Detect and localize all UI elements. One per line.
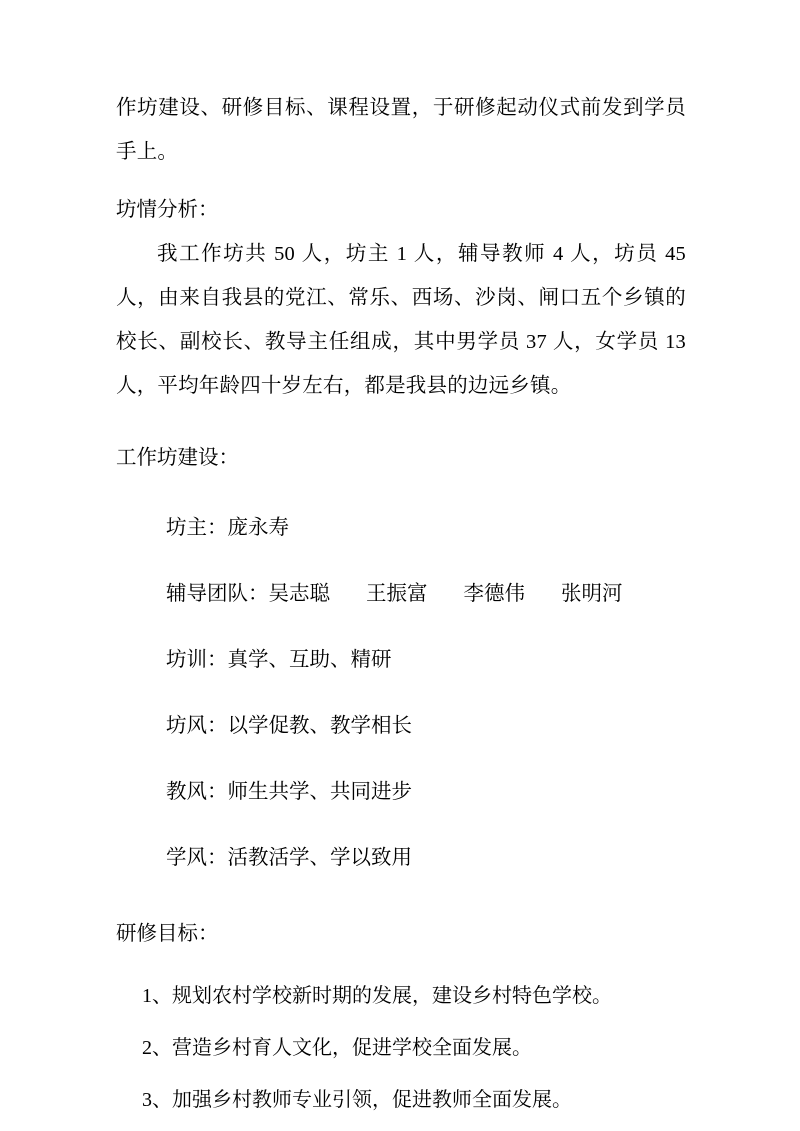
teaching-style-value: 师生共学、共同进步 [227,781,412,803]
workshop-leader-line [166,502,686,554]
workshop-motto-line [166,634,686,686]
section-heading-construction: 工作坊建设： [116,447,239,469]
intro-paragraph: 作坊建设、研修目标、课程设置，于研修起动仪式前发到学员手上。 [116,97,686,163]
workshop-construction-list [166,502,686,884]
team-member-3: 李德伟 [463,583,525,605]
workshop-motto-value: 真学、互助、精研 [227,649,392,671]
goal-item-1: 1、规划农村学校新时期的发展，建设乡村特色学校。 [142,985,612,1007]
goals-list [116,970,686,1126]
situation-paragraph: 我工作坊共 50 人，坊主 1 人，辅导教师 4 人，坊员 45 人，由来自我县的党江、常乐、西场、沙岗、闸口五个乡镇的校长、副校长、教导主任组成，其中男学员 37 人，女学员 13 人，平均年龄四十岁左右，都是我县的边远乡镇。 [116,243,686,397]
workshop-team-line [166,568,686,620]
learning-style-line [166,832,686,884]
team-member-4: 张明河 [561,583,623,605]
goal-item-2: 2、营造乡村育人文化，促进学校全面发展。 [142,1037,532,1059]
section-heading-situation: 坊情分析： [116,199,219,221]
goal-item-3: 3、加强乡村教师专业引领，促进教师全面发展。 [142,1089,572,1111]
workshop-team-label: 辅导团队： [166,583,269,605]
section-heading-goals: 研修目标： [116,923,219,945]
teaching-style-label: 教风： [166,781,228,803]
team-member-1: 吴志聪 [268,583,330,605]
workshop-motto-label: 坊训： [166,649,228,671]
learning-style-value: 活教活学、学以致用 [227,847,412,869]
workshop-leader-label: 坊主： [166,517,228,539]
team-member-2: 王振富 [366,583,428,605]
learning-style-label: 学风： [166,847,228,869]
workshop-style-value: 以学促教、教学相长 [227,715,412,737]
teaching-style-line [166,766,686,818]
workshop-style-line [166,700,686,752]
document-body [116,86,686,1126]
workshop-leader-name: 庞永寿 [227,517,289,539]
workshop-style-label: 坊风： [166,715,228,737]
